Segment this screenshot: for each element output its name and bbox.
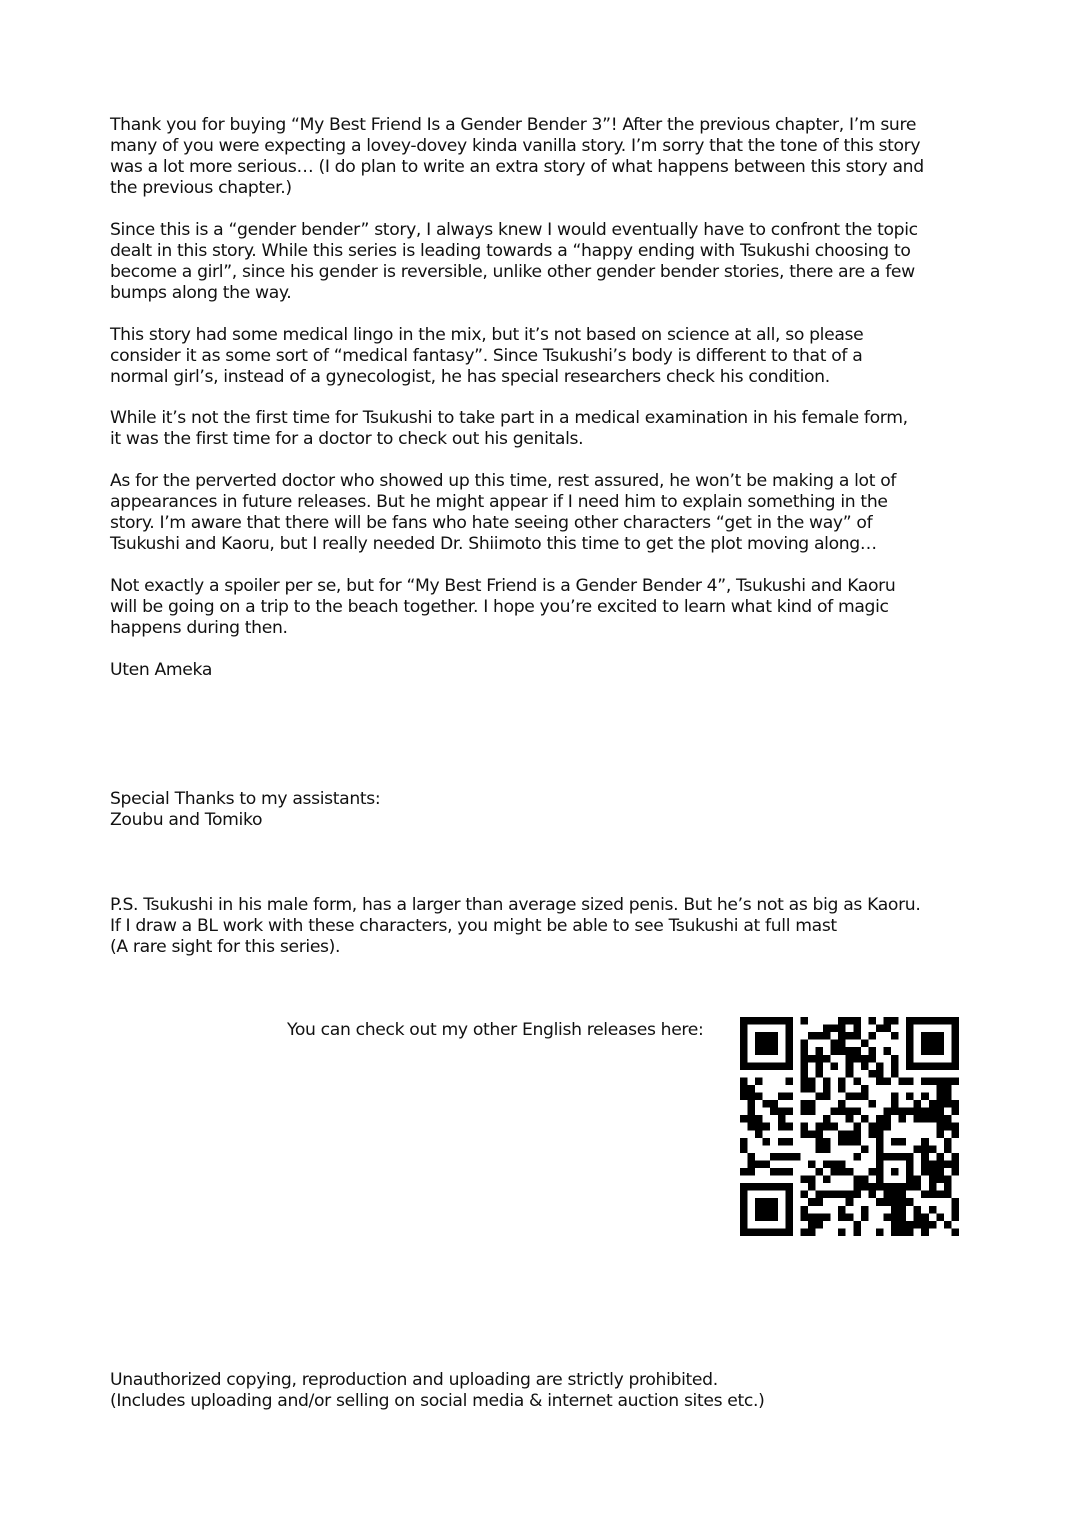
author-signature: Uten Ameka xyxy=(110,660,213,680)
copyright-notice: Unauthorized copying, reproduction and uploading are strictly prohibited. (Includes uploading and/or selling on social media & internet auction sites etc.) xyxy=(110,1370,765,1411)
afterword-paragraph-2: Since this is a “gender bender” story, I always knew I would eventually have to confront the topic dealt in this story. While this series is leading towards a “happy ending with Tsukushi choosing to become a girl”, since his gender is reversible, unlike other gender bender stories, there are a few bumps along the way. xyxy=(110,220,918,303)
afterword-paragraph-6: Not exactly a spoiler per se, but for “My Best Friend is a Gender Bender 4”, Tsukushi and Kaoru will be going on a trip to the beach together. I hope you’re excited to learn what kind of magic happens during then. xyxy=(110,576,896,638)
afterword-paragraph-3: This story had some medical lingo in the mix, but it’s not based on science at all, so please consider it as some sort of “medical fantasy”. Since Tsukushi’s body is different to that of a normal girl’s, instead of a gynecologist, he has special researchers check his condition. xyxy=(110,325,864,387)
special-thanks: Special Thanks to my assistants: Zoubu and Tomiko xyxy=(110,789,381,830)
postscript: P.S. Tsukushi in his male form, has a larger than average sized penis. But he’s not as big as Kaoru. If I draw a BL work with these characters, you might be able to see Tsukushi at full mast (A rare sight for this series). xyxy=(110,895,921,957)
qr-code-icon[interactable] xyxy=(740,1017,959,1236)
afterword-paragraph-5: As for the perverted doctor who showed up this time, rest assured, he won’t be making a lot of appearances in future releases. But he might appear if I need him to explain something in the story. I’m aware that there will be fans who hate seeing other characters “get in the way” of Tsukushi and Kaoru, but I really needed Dr. Shiimoto this time to get the plot moving along… xyxy=(110,471,897,554)
afterword-paragraph-1: Thank you for buying “My Best Friend Is a Gender Bender 3”! After the previous chapter, I’m sure many of you were expecting a lovey-dovey kinda vanilla story. I’m sorry that the tone of this story was a lot more serious… (I do plan to write an extra story of what happens between this story and the previous chapter.) xyxy=(110,115,924,198)
qr-caption: You can check out my other English releases here: xyxy=(287,1020,704,1040)
afterword-paragraph-4: While it’s not the first time for Tsukushi to take part in a medical examination in his female form, it was the first time for a doctor to check out his genitals. xyxy=(110,408,908,449)
